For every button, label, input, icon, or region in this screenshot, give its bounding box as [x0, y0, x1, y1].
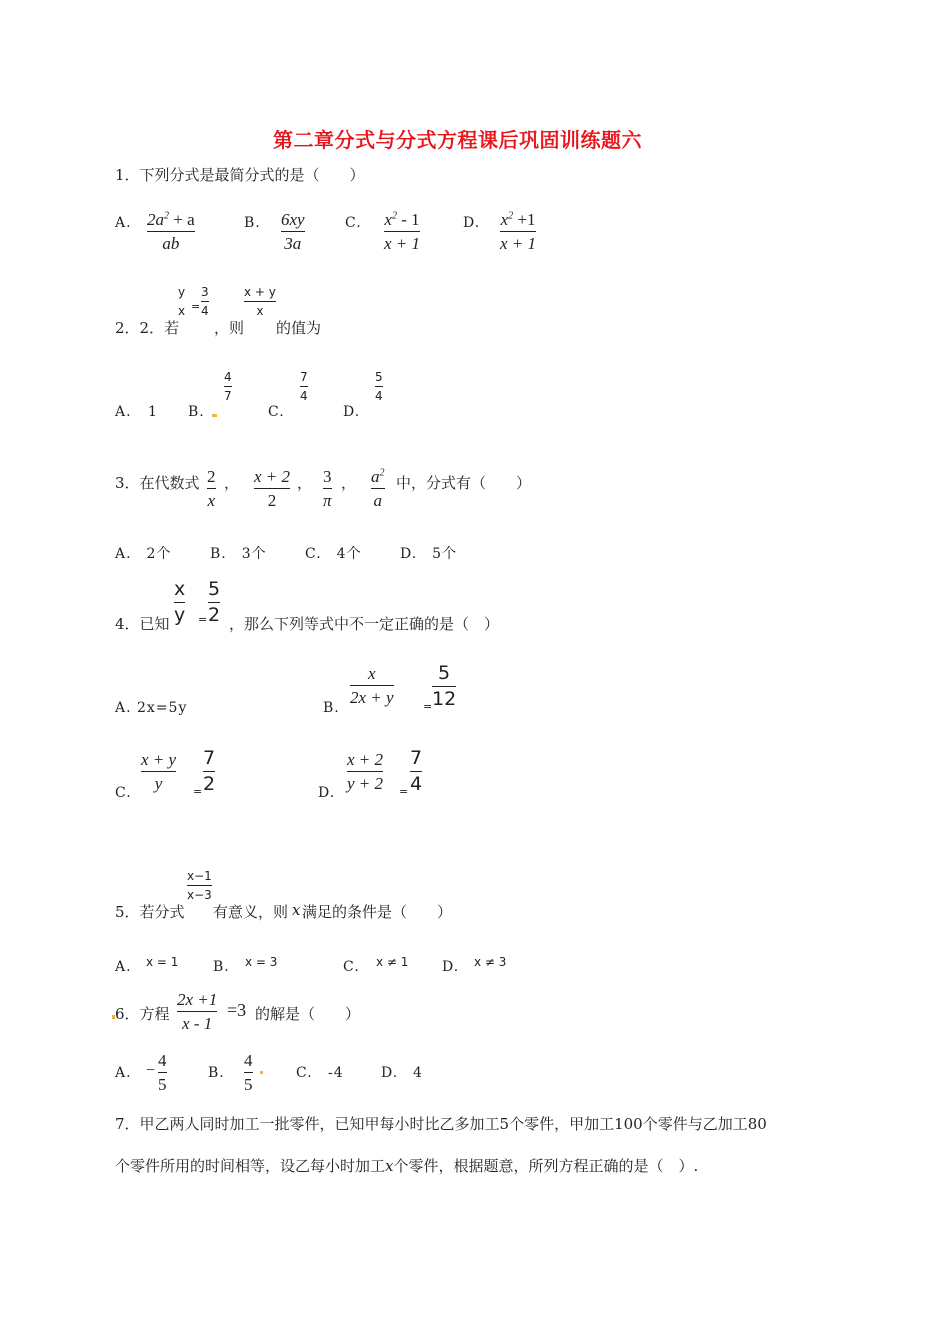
q6-option-b-label: B.	[208, 1065, 225, 1081]
page-title: 第二章分式与分式方程课后巩固训练题六	[273, 128, 642, 152]
q2-option-a-value: 1	[148, 404, 158, 420]
q4-option-c-equals: =	[193, 785, 203, 798]
q5-fraction: x−1 x−3	[187, 869, 212, 902]
q5-option-d-value: x ≠ 3	[474, 955, 507, 969]
q6-option-a-minus: −	[146, 1062, 156, 1079]
q2-option-c-label: C.	[268, 404, 285, 420]
q2-fraction-y-over-x: y x	[178, 285, 186, 318]
q4-option-b-label: B.	[323, 700, 340, 716]
q3-option-c: C. 4个	[305, 546, 362, 562]
q4-option-b-left-fraction: x 2x + y	[350, 664, 394, 707]
q6-option-c-value: -4	[328, 1065, 344, 1081]
q6-option-c-label: C.	[296, 1065, 313, 1081]
marker-dot	[212, 414, 217, 417]
q4-option-b-right-fraction: 5 12	[432, 662, 457, 710]
q4-option-d-equals: =	[399, 785, 409, 798]
q2-option-a-label: A.	[115, 404, 132, 420]
q3-option-a: A. 2个	[115, 546, 172, 562]
q4-option-d-right-fraction: 7 4	[410, 747, 423, 795]
question-2-text-a: 2．2．若	[115, 319, 180, 337]
question-2-text-b: ，则	[214, 319, 245, 337]
question-2-text-c: 的值为	[276, 319, 322, 337]
question-7-line-2-b: 个零件，根据题意，所列方程正确的是（ ）.	[393, 1157, 699, 1175]
q6-option-b-fraction: 4 5	[244, 1051, 253, 1094]
q5-option-d-label: D.	[442, 959, 460, 975]
q4-option-b-equals: =	[423, 700, 433, 713]
q1-option-c-fraction: $x^2 - 1$ x + 1	[384, 210, 421, 253]
question-4-text-a: 4．已知	[115, 615, 170, 633]
q4-equals-sign: =	[198, 613, 208, 626]
q1-option-c-label: C.	[345, 215, 362, 231]
q4-option-d-label: D.	[318, 785, 336, 801]
q4-option-a: A. 2x=5y	[115, 700, 188, 716]
q2-fraction-three-quarters: 3 4	[201, 285, 209, 318]
q4-option-d-left-fraction: x + 2 y + 2	[347, 750, 384, 793]
q6-option-a-fraction: 4 5	[158, 1051, 167, 1094]
question-4-text-b: ，那么下列等式中不一定正确的是（ ）	[229, 615, 500, 633]
q3-comma-3: ，	[341, 474, 357, 492]
q5-option-c-label: C.	[343, 959, 360, 975]
q3-option-d: D. 5个	[400, 546, 458, 562]
q5-option-a-label: A.	[115, 959, 132, 975]
q5-option-a-value: x = 1	[146, 955, 179, 969]
question-5-text-c: 满足的条件是（ ）	[302, 903, 453, 921]
q4-option-c-left-fraction: x + y y	[141, 750, 177, 793]
q3-comma-2: ，	[297, 474, 313, 492]
question-5-text-b: 有意义，则	[213, 903, 289, 921]
q3-fraction-3-over-pi: 3 π	[323, 467, 332, 510]
q6-option-a-label: A.	[115, 1065, 132, 1081]
q2-fraction-x-plus-y-over-x: x + y x	[244, 285, 276, 318]
q2-option-d-fraction: 5 4	[375, 370, 383, 403]
q3-option-b: B. 3个	[210, 546, 267, 562]
q1-option-d-label: D.	[463, 215, 481, 231]
q6-option-d-value: 4	[413, 1065, 423, 1081]
q5-option-c-value: x ≠ 1	[376, 955, 409, 969]
q3-comma-1: ，	[224, 474, 240, 492]
q1-option-d-fraction: $x^2 +1$ x + 1	[500, 210, 537, 253]
question-6-text-c: 的解是（ ）	[255, 1005, 361, 1023]
q1-option-b-fraction: 6xy 3a	[281, 210, 305, 253]
question-1-text: 1．下列分式是最简分式的是（ ）	[115, 166, 365, 184]
q4-fraction-x-over-y: x y	[174, 578, 186, 626]
question-5-var: x	[292, 901, 301, 919]
q6-equals-three: =3	[227, 1000, 247, 1020]
marker-dot	[260, 1071, 263, 1074]
question-3-text-c: 中，分式有（ ）	[396, 474, 532, 492]
q3-fraction-a-squared-over-a: $a^2$ a	[371, 467, 385, 510]
question-7-line-2-a: 个零件所用的时间相等，设乙每小时加工	[115, 1157, 386, 1175]
question-7-line-2	[115, 1155, 698, 1176]
question-7-var: x	[385, 1157, 394, 1175]
q4-option-c-label: C.	[115, 785, 132, 801]
q4-option-c-right-fraction: 7 2	[203, 747, 216, 795]
q5-option-b-label: B.	[213, 959, 230, 975]
q6-option-d-label: D.	[381, 1065, 399, 1081]
q2-option-c-fraction: 7 4	[300, 370, 308, 403]
q2-equals-sign: =	[191, 300, 201, 313]
question-6-text-a: 6．方程	[115, 1005, 170, 1023]
q3-fraction-2-over-x: 2 x	[207, 467, 216, 510]
question-3-text-a: 3．在代数式	[115, 474, 200, 492]
q2-option-b-fraction: 4 7	[224, 370, 232, 403]
q3-fraction-x-plus-2-over-2: x + 2 2	[254, 467, 291, 510]
question-7-line-1: 7．甲乙两人同时加工一批零件，已知甲每小时比乙多加工5个零件，甲加工100个零件与乙加工80	[115, 1115, 767, 1133]
q2-option-d-label: D.	[343, 404, 361, 420]
q5-option-b-value: x = 3	[245, 955, 278, 969]
q1-option-a-fraction: $2a^2 + a$ ab	[147, 210, 195, 253]
q1-option-b-label: B.	[244, 215, 261, 231]
q2-option-b-label: B.	[188, 404, 205, 420]
question-5-text-a: 5．若分式	[115, 903, 185, 921]
q6-equation-fraction: 2x +1 x - 1	[177, 990, 218, 1033]
q1-option-a-label: A.	[115, 215, 132, 231]
q4-fraction-5-over-2: 5 2	[208, 578, 221, 626]
